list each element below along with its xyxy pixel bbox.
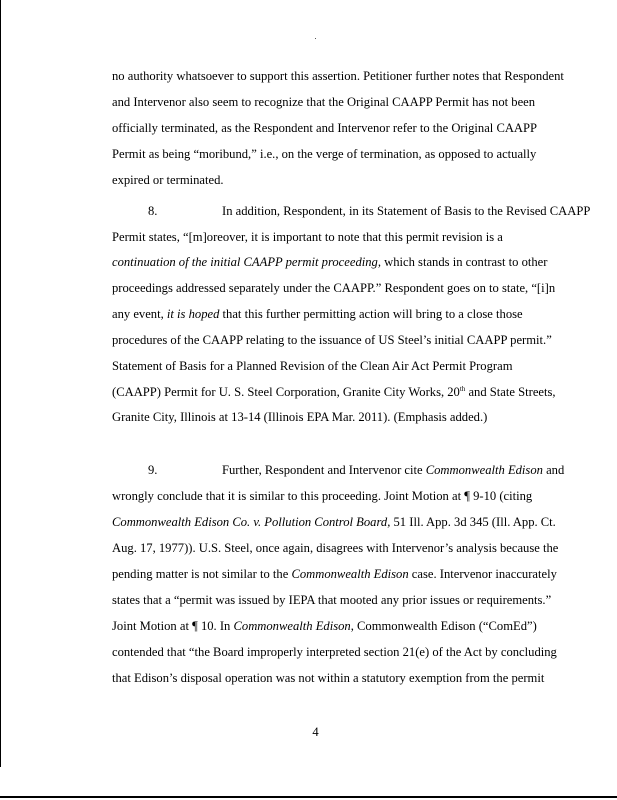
text-segment: procedures of the CAAPP relating to the issuance of US Steel’s initial CAAPP permit.” [112, 333, 552, 347]
text-segment: expired or terminated. [112, 173, 224, 187]
text-segment: wrongly conclude that it is similar to this proceeding. Joint Motion at ¶ 9-10 (citing [112, 489, 533, 503]
text-line [112, 333, 552, 347]
text-line [112, 489, 532, 503]
paragraph-number: 9. [148, 463, 158, 477]
text-segment: and State Streets, [465, 385, 556, 399]
text-line [112, 69, 564, 83]
text-segment: Permit as being “moribund,” i.e., on the verge of termination, as opposed to actually [112, 147, 537, 161]
text-line [112, 121, 537, 135]
italic-citation: Commonwealth Edison [425, 463, 543, 477]
text-line [112, 147, 536, 161]
text-segment: 51 Ill. App. 3d 345 (Ill. App. Ct. [390, 515, 556, 529]
text-segment: In addition, Respondent, in its Statement of Basis to the Revised CAAPP [222, 204, 591, 218]
text-segment: contended that “the Board improperly interpreted section 21(e) of the Act by concluding [112, 645, 557, 659]
text-segment: any event, [112, 307, 167, 321]
text-segment: Aug. 17, 1977)). U.S. Steel, once again, disagrees with Intervenor’s analysis because the [112, 541, 559, 555]
text-line [112, 359, 512, 373]
text-segment: (CAAPP) Permit for U. S. Steel Corporation, Granite City Works, 20 [112, 385, 460, 399]
text-segment: Statement of Basis for a Planned Revision of the Clean Air Act Permit Program [112, 359, 513, 373]
text-line [112, 230, 503, 244]
text-segment: Joint Motion at ¶ 10. In [112, 619, 234, 633]
text-segment: that this further permitting action will bring to a close those [219, 307, 523, 321]
italic-citation: Commonwealth Edison Co. v. Pollution Control Board, [112, 515, 391, 529]
text-line [112, 281, 555, 295]
page-left-edge [0, 0, 1, 767]
scan-speck [315, 38, 316, 39]
text-segment: Permit states, “[m]oreover, it is important to note that this permit revision is a [112, 230, 503, 244]
text-segment: and Intervenor also seem to recognize that the Original CAAPP Permit has not been [112, 95, 536, 109]
text-line [112, 95, 535, 109]
text-line [112, 645, 557, 659]
italic-citation: Commonwealth Edison [233, 619, 351, 633]
text-line [112, 410, 487, 424]
text-segment: that Edison’s disposal operation was not within a statutory exemption from the permit [112, 671, 545, 685]
text-line [112, 541, 558, 555]
text-line [112, 515, 556, 529]
page-bottom-edge [0, 796, 617, 798]
text-line [112, 307, 523, 321]
text-segment: officially terminated, as the Respondent and Intervenor refer to the Original CAAPP [112, 121, 538, 135]
text-line [112, 619, 537, 633]
text-line [112, 463, 564, 477]
italic-citation: Commonwealth Edison [291, 567, 409, 581]
paragraph-number: 8. [148, 204, 158, 218]
text-segment: , Commonwealth Edison (“ComEd”) [350, 619, 537, 633]
page-number: 4 [312, 725, 319, 739]
text-segment: Granite City, Illinois at 13-14 (Illinois EPA Mar. 2011). (Emphasis added.) [112, 410, 488, 424]
text-line [112, 255, 547, 269]
text-line [112, 671, 544, 685]
text-segment: and [542, 463, 565, 477]
text-line [112, 204, 590, 218]
text-line [112, 567, 557, 581]
text-segment: proceedings addressed separately under the CAAPP.” Respondent goes on to state, “[i]n [112, 281, 556, 295]
text-line [112, 385, 556, 399]
italic-citation: continuation of the initial CAAPP permit proceeding, [112, 255, 381, 269]
text-segment: states that a “permit was issued by IEPA that mooted any prior issues or requirements.” [112, 593, 552, 607]
text-segment: which stands in contrast to other [380, 255, 548, 269]
text-line [112, 173, 224, 187]
text-segment: no authority whatsoever to support this assertion. Petitioner further notes that Respondent [112, 69, 564, 83]
text-line [112, 593, 551, 607]
text-segment: pending matter is not similar to the [112, 567, 292, 581]
text-segment: case. Intervenor inaccurately [408, 567, 557, 581]
italic-citation: it is hoped [166, 307, 220, 321]
text-segment: th [459, 385, 466, 393]
text-segment: Further, Respondent and Intervenor cite [222, 463, 426, 477]
